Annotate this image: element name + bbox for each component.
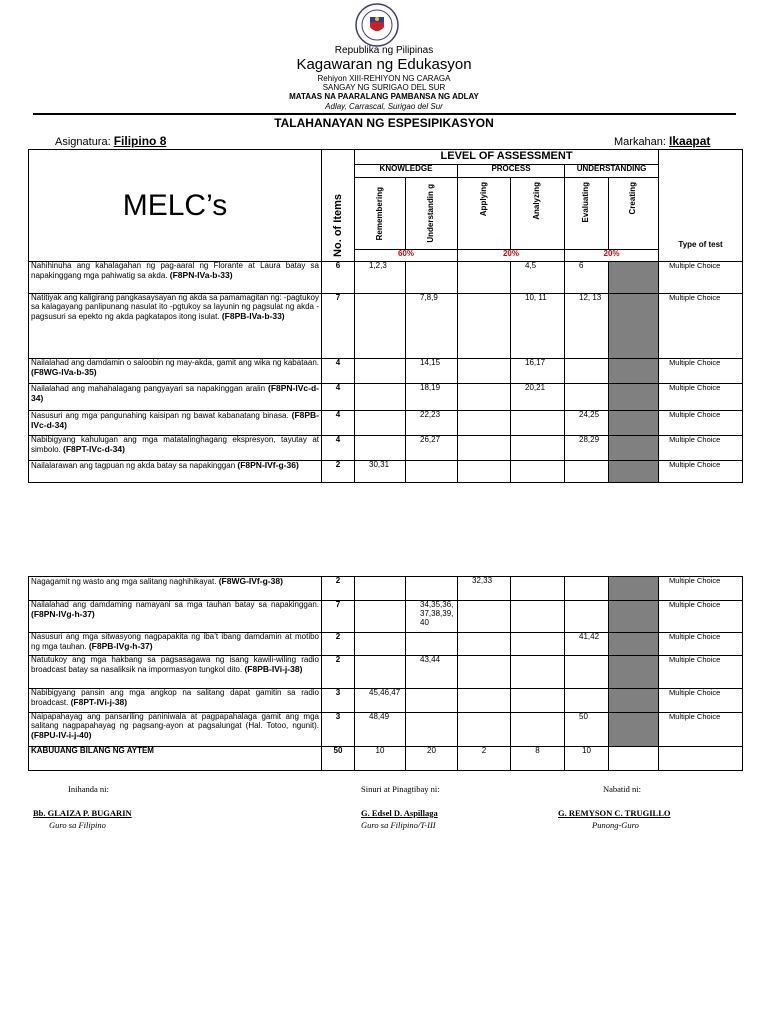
creating-cell <box>609 262 659 294</box>
analyzing-cell <box>511 577 565 601</box>
understanding-col-header: Understandin g <box>426 184 436 243</box>
department-name: Kagawaran ng Edukasyon <box>296 56 472 73</box>
creating-cell <box>609 411 659 436</box>
understanding-cell: 7,8,9 <box>406 294 458 359</box>
melc-cell <box>29 713 322 747</box>
type-header: Type of test <box>678 239 723 249</box>
quarter-label: Markahan: <box>614 136 666 148</box>
melc-code: (F8WG-IVf-g-38) <box>218 576 283 586</box>
creating-header-cell <box>609 178 659 250</box>
prepared-title <box>49 820 106 830</box>
remembering-cell <box>355 384 406 411</box>
creating-cell <box>609 633 659 656</box>
remembering-cell <box>355 656 406 689</box>
evaluating-header-cell <box>565 178 609 250</box>
type-header-spacer <box>659 250 743 262</box>
type-cell: Multiple Choice <box>659 633 743 656</box>
applying-cell <box>458 384 511 411</box>
no-items-header: No. of Items <box>331 194 344 257</box>
remembering-header-cell <box>355 178 406 250</box>
applying-cell <box>458 461 511 483</box>
analyzing-cell <box>511 689 565 713</box>
applying-cell <box>458 262 511 294</box>
total-label: KABUUANG BILANG NG AYTEM <box>29 747 322 771</box>
knowledge-header: KNOWLEDGE <box>355 165 458 178</box>
subject-value: Filipino 8 <box>113 134 167 148</box>
remembering-header: Remembering <box>374 186 384 241</box>
items-cell: 7 <box>322 601 355 633</box>
melc-code: (F8PN-IVc-d-34) <box>31 383 319 403</box>
melc-code: (F8PB-IVg-h-37) <box>88 640 153 651</box>
evaluating-cell: 41,42 <box>565 633 609 656</box>
understanding-cell: 14,15 <box>406 359 458 384</box>
applying-cell <box>458 436 511 461</box>
understanding-percent: 20% <box>565 250 659 262</box>
evaluating-header: Evaluating <box>581 182 591 223</box>
total-applying: 2 <box>458 747 511 771</box>
understanding-cell <box>406 633 458 656</box>
type-cell: Multiple Choice <box>659 294 743 359</box>
melc-cell <box>29 384 322 411</box>
total-items: 50 <box>322 747 355 771</box>
evaluating-cell: 28,29 <box>565 436 609 461</box>
remembering-cell <box>355 294 406 359</box>
deped-seal-icon <box>355 3 399 47</box>
type-cell: Multiple Choice <box>659 656 743 689</box>
analyzing-header: Analyzing <box>532 182 542 220</box>
remembering-cell: 45,46,47 <box>355 689 406 713</box>
evaluating-cell: 24,25 <box>565 411 609 436</box>
subject-field <box>55 134 166 148</box>
melc-code: (F8PU-IV-i-j-40) <box>31 729 92 740</box>
process-percent: 20% <box>458 250 565 262</box>
melc-text: Nailalahad ang damdamin o saloobin ng may-akda, gamit ang wika ng kabataan. <box>31 358 319 367</box>
table-row <box>29 262 743 294</box>
melc-code: (F8PN-IVf-g-36) <box>237 460 299 470</box>
analyzing-cell: 10, 11 <box>511 294 565 359</box>
understanding-col-header-cell <box>406 178 458 250</box>
table-row <box>29 461 743 483</box>
understanding-cell <box>406 713 458 747</box>
items-cell: 2 <box>322 461 355 483</box>
items-cell: 4 <box>322 411 355 436</box>
understanding-cell: 26,27 <box>406 436 458 461</box>
table-row <box>29 656 743 689</box>
melc-text: Nabibigyang pansin ang mga angkop na salitang dapat gamitin sa radio broadcast. <box>31 688 319 707</box>
melc-code: (F8WG-IVa-b-35) <box>31 366 97 377</box>
analyzing-cell <box>511 656 565 689</box>
creating-header: Creating <box>628 182 638 215</box>
melc-header: MELC’s <box>122 188 228 222</box>
applying-cell <box>458 633 511 656</box>
knowledge-percent: 60% <box>355 250 458 262</box>
applying-cell <box>458 689 511 713</box>
remembering-cell <box>355 359 406 384</box>
total-row <box>29 747 743 771</box>
remembering-cell <box>355 436 406 461</box>
type-cell: Multiple Choice <box>659 601 743 633</box>
understanding-cell: 34,35,36, 37,38,39, 40 <box>406 601 458 633</box>
checked-name-text: G. Edsel D. Aspillaga <box>361 808 438 818</box>
total-remembering: 10 <box>355 747 406 771</box>
evaluating-cell <box>565 384 609 411</box>
evaluating-cell <box>565 689 609 713</box>
understanding-cell <box>406 461 458 483</box>
items-cell: 2 <box>322 577 355 601</box>
analyzing-header-cell <box>511 178 565 250</box>
checked-title-text: Guro sa Filipino/T-III <box>361 820 436 830</box>
melc-cell <box>29 601 322 633</box>
remembering-cell: 48,49 <box>355 713 406 747</box>
melc-cell <box>29 359 322 384</box>
noted-title <box>592 820 639 830</box>
specification-table-top <box>28 149 743 483</box>
prepared-title-text: Guro sa Filipino <box>49 820 106 830</box>
melc-text: Nasusuri ang mga sitwasyong nagpapakita ng iba’t ibang damdamin at motibo ng mga tauhan. <box>31 632 319 651</box>
melc-cell <box>29 436 322 461</box>
understanding-cell: 22,23 <box>406 411 458 436</box>
table-row <box>29 713 743 747</box>
items-cell: 3 <box>322 713 355 747</box>
document-title: TALAHANAYAN NG ESPESIPIKASYON <box>274 116 494 130</box>
remembering-cell <box>355 633 406 656</box>
total-creating <box>609 747 659 771</box>
melc-code: (F8PN-IVa-b-33) <box>169 269 233 280</box>
total-analyzing: 8 <box>511 747 565 771</box>
items-cell: 2 <box>322 656 355 689</box>
evaluating-cell <box>565 461 609 483</box>
analyzing-cell <box>511 633 565 656</box>
remembering-cell <box>355 411 406 436</box>
evaluating-cell <box>565 601 609 633</box>
items-cell: 7 <box>322 294 355 359</box>
evaluating-cell: 50 <box>565 713 609 747</box>
melc-text: Nailalahad ang damdaming namayani sa mga tauhan batay sa napakinggan. <box>31 600 319 609</box>
table-row <box>29 689 743 713</box>
type-cell: Multiple Choice <box>659 577 743 601</box>
melc-text: Nahihinuha ang kahalagahan ng pag-aaral ng Florante at Laura batay sa napakinggang mga pahiwatig sa akda. <box>31 261 319 280</box>
applying-header: Applying <box>478 182 488 217</box>
melc-text: Natitiyak ang kaligirang pangkasaysayan ng akda sa pamamagitan ng: -pagtukoy sa kalagayang panlipunang nasulat ito -pgtukoy sa layunin ng pagsulat ng akda -pagsusuri sa epekto ng akda pagkatapos itong isulat. <box>31 293 319 321</box>
type-header-cell <box>659 150 743 250</box>
melc-cell <box>29 656 322 689</box>
understanding-cell <box>406 262 458 294</box>
understanding-cell <box>406 689 458 713</box>
items-cell: 4 <box>322 359 355 384</box>
applying-cell: 32,33 <box>458 577 511 601</box>
melc-cell <box>29 633 322 656</box>
items-cell: 2 <box>322 633 355 656</box>
analyzing-cell <box>511 461 565 483</box>
creating-cell <box>609 656 659 689</box>
analyzing-cell <box>511 713 565 747</box>
items-cell: 3 <box>322 689 355 713</box>
type-cell: Multiple Choice <box>659 436 743 461</box>
creating-cell <box>609 384 659 411</box>
melc-cell <box>29 689 322 713</box>
items-cell: 4 <box>322 436 355 461</box>
evaluating-cell: 12, 13 <box>565 294 609 359</box>
melc-text: Nailalahad ang mahahalagang pangyayari sa napakinggan aralin <box>31 384 266 393</box>
melc-text: Nasusuri ang mga pangunahing kaisipan ng bawat kabanatang binasa. <box>31 411 289 420</box>
evaluating-cell <box>565 359 609 384</box>
process-header: PROCESS <box>458 165 565 178</box>
checked-label: Sinuri at Pinagtibay ni: <box>361 784 440 794</box>
remembering-cell: 30,31 <box>355 461 406 483</box>
checked-title <box>361 820 436 830</box>
creating-cell <box>609 713 659 747</box>
level-header: LEVEL OF ASSESSMENT <box>355 150 659 165</box>
type-cell: Multiple Choice <box>659 262 743 294</box>
total-understanding: 20 <box>406 747 458 771</box>
noted-name-text: G. REMYSON C. TRUGILLO <box>558 808 671 818</box>
table-row <box>29 411 743 436</box>
melc-text: Natutukoy ang mga hakbang sa pagsasagawa ng isang kawili-wiling radio broadcast batay sa nasaliksik na impormasyon tungkol dito. <box>31 655 319 674</box>
items-cell: 4 <box>322 384 355 411</box>
creating-cell <box>609 689 659 713</box>
melc-cell <box>29 411 322 436</box>
table-row <box>29 294 743 359</box>
analyzing-cell <box>511 436 565 461</box>
prepared-name <box>33 808 132 818</box>
type-cell: Multiple Choice <box>659 689 743 713</box>
understanding-header: UNDERSTANDING <box>565 165 659 178</box>
melc-code: (F8PT-IVc-d-34) <box>63 443 125 454</box>
analyzing-cell <box>511 601 565 633</box>
quarter-field <box>614 134 710 148</box>
melc-text: Nagagamit ng wasto ang mga salitang naghihikayat. <box>31 577 217 586</box>
melc-cell <box>29 262 322 294</box>
school-name: MATAAS NA PAARALANG PAMBANSA NG ADLAY <box>289 92 479 101</box>
checked-name <box>361 808 438 818</box>
type-cell: Multiple Choice <box>659 384 743 411</box>
table-row <box>29 359 743 384</box>
understanding-cell: 43,44 <box>406 656 458 689</box>
noted-name <box>558 808 670 818</box>
quarter-value: Ikaapat <box>669 134 711 148</box>
melc-code: (F8PB-IVa-b-33) <box>221 310 285 321</box>
remembering-cell <box>355 601 406 633</box>
analyzing-cell: 20,21 <box>511 384 565 411</box>
creating-cell <box>609 461 659 483</box>
applying-cell <box>458 359 511 384</box>
type-cell: Multiple Choice <box>659 411 743 436</box>
republic-line: Republika ng Pilipinas <box>334 45 434 56</box>
prepared-label: Inihanda ni: <box>68 784 109 794</box>
remembering-cell: 1,2,3 <box>355 262 406 294</box>
applying-cell <box>458 656 511 689</box>
creating-cell <box>609 436 659 461</box>
table-row <box>29 577 743 601</box>
applying-cell <box>458 294 511 359</box>
creating-cell <box>609 601 659 633</box>
applying-header-cell <box>458 178 511 250</box>
specification-table-bottom <box>28 576 743 771</box>
table-row <box>29 601 743 633</box>
noted-label: Nabatid ni: <box>603 784 642 794</box>
melc-cell <box>29 577 322 601</box>
remembering-cell <box>355 577 406 601</box>
header-rule <box>33 113 736 115</box>
creating-cell <box>609 577 659 601</box>
analyzing-cell: 16,17 <box>511 359 565 384</box>
understanding-cell <box>406 577 458 601</box>
evaluating-cell <box>565 656 609 689</box>
type-cell: Multiple Choice <box>659 713 743 747</box>
applying-cell <box>458 411 511 436</box>
no-items-header-cell <box>322 150 355 262</box>
analyzing-cell <box>511 411 565 436</box>
melc-header-cell <box>29 150 322 262</box>
items-cell: 6 <box>322 262 355 294</box>
understanding-cell: 18,19 <box>406 384 458 411</box>
applying-cell <box>458 601 511 633</box>
table-row <box>29 436 743 461</box>
table-row <box>29 384 743 411</box>
melc-code: (F8PB-IVc-d-34) <box>31 410 319 430</box>
melc-cell <box>29 294 322 359</box>
analyzing-cell: 4,5 <box>511 262 565 294</box>
region-line: Rehiyon XIII-REHIYON NG CARAGA <box>317 74 451 83</box>
total-type <box>659 747 743 771</box>
melc-code: (F8PB-IVi-j-38) <box>244 663 303 674</box>
evaluating-cell: 6 <box>565 262 609 294</box>
melc-text: Nabibigyang kahulugan ang mga matatalinghagang ekspresyon, tayutay at simbolo. <box>31 435 319 454</box>
evaluating-cell <box>565 577 609 601</box>
applying-cell <box>458 713 511 747</box>
melc-code: (F8PN-IVg-h-37) <box>31 608 95 619</box>
melc-cell <box>29 461 322 483</box>
type-cell: Multiple Choice <box>659 461 743 483</box>
melc-code: (F8PT-IVi-j-38) <box>70 696 128 707</box>
creating-cell <box>609 359 659 384</box>
table-row <box>29 633 743 656</box>
melc-text: Naipapahayag ang pansariling paniniwala at pagpapahalaga gamit ang mga salitang nagpapahayag ng pagsang-ayon at pagsalungat (Hal. Totoo, ngunit). <box>31 712 319 730</box>
school-address: Adlay, Carrascal, Surigao del Sur <box>325 102 443 111</box>
melc-text: Nailalarawan ang tagpuan ng akda batay sa napakinggan <box>31 461 236 470</box>
total-evaluating: 10 <box>565 747 609 771</box>
type-cell: Multiple Choice <box>659 359 743 384</box>
prepared-name-text: Bb. GLAIZA P. BUGARIN <box>33 808 132 818</box>
division-line: SANGAY NG SURIGAO DEL SUR <box>322 83 446 92</box>
subject-label: Asignatura: <box>55 136 111 148</box>
noted-title-text: Punong-Guro <box>592 820 639 830</box>
creating-cell <box>609 294 659 359</box>
